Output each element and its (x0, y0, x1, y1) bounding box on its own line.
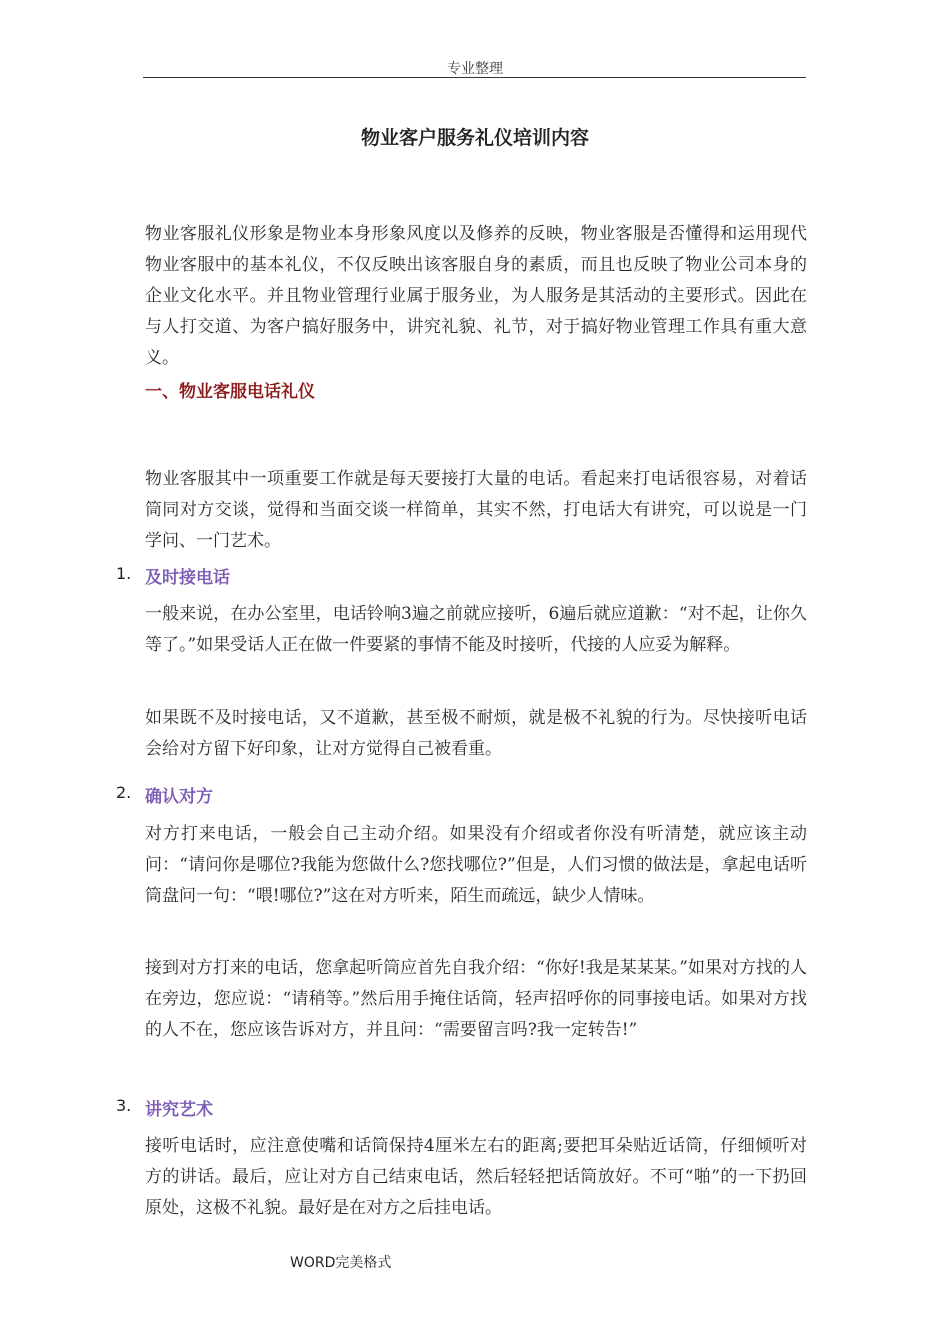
item-number-1: 1. (116, 564, 132, 583)
page-header: 专业整理 (447, 61, 503, 77)
item-3-paragraph-1: 接听电话时，应注意使嘴和话筒保持4厘米左右的距离;要把耳朵贴近话筒，仔细倾听对方的讲话。最后，应让对方自己结束电话，然后轻轻把话筒放好。不可“啪”的一下扔回原处，这极不礼貌。最好是在对方之后挂电话。 (145, 1136, 807, 1218)
header-divider (143, 77, 806, 78)
document-title: 物业客户服务礼仪培训内容 (360, 127, 589, 149)
intro-paragraph: 物业客服礼仪形象是物业本身形象风度以及修养的反映，物业客服是否懂得和运用现代物业客服中的基本礼仪，不仅反映出该客服自身的素质，而且也反映了物业公司本身的企业文化水平。并且物业管理行业属于服务业，为人服务是其活动的主要形式。因此在与人打交道、为客户搞好服务中，讲究礼貌、礼节，对于搞好物业管理工作具有重大意义。 (145, 224, 807, 368)
page-footer: WORD完美格式 (290, 1255, 392, 1271)
item-number-3: 3. (116, 1096, 132, 1115)
item-1-paragraph-1: 一般来说，在办公室里，电话铃响3遍之前就应接听，6遍后就应道歉：“对不起，让你久等了。”如果受话人正在做一件要紧的事情不能及时接听，代接的人应妥为解释。 (145, 604, 807, 655)
item-2-paragraph-1: 对方打来电话，一般会自己主动介绍。如果没有介绍或者你没有听清楚，就应该主动问：“请问你是哪位?我能为您做什么?您找哪位?”但是，人们习惯的做法是，拿起电话听筒盘问一句：“喂!哪位?”这在对方听来，陌生而疏远，缺少人情味。 (145, 824, 807, 906)
item-2-paragraph-2: 接到对方打来的电话，您拿起听筒应首先自我介绍：“你好!我是某某某。”如果对方找的人在旁边，您应说：“请稍等。”然后用手掩住话筒，轻声招呼你的同事接电话。如果对方找的人不在，您应该告诉对方，并且问：“需要留言吗?我一定转告!” (145, 958, 807, 1040)
item-number-2: 2. (116, 783, 132, 802)
item-title-speaking-art: 讲究艺术 (145, 1100, 213, 1120)
item-title-answer-promptly: 及时接电话 (145, 568, 230, 588)
item-1-paragraph-2: 如果既不及时接电话，又不道歉，甚至极不耐烦，就是极不礼貌的行为。尽快接听电话会给对方留下好印象，让对方觉得自己被看重。 (145, 708, 807, 759)
section-intro-paragraph: 物业客服其中一项重要工作就是每天要接打大量的电话。看起来打电话很容易，对着话筒同对方交谈，觉得和当面交谈一样简单，其实不然，打电话大有讲究，可以说是一门学问、一门艺术。 (145, 469, 807, 551)
item-title-confirm-caller: 确认对方 (145, 787, 213, 807)
section-heading-phone-etiquette: 一、物业客服电话礼仪 (145, 382, 315, 402)
